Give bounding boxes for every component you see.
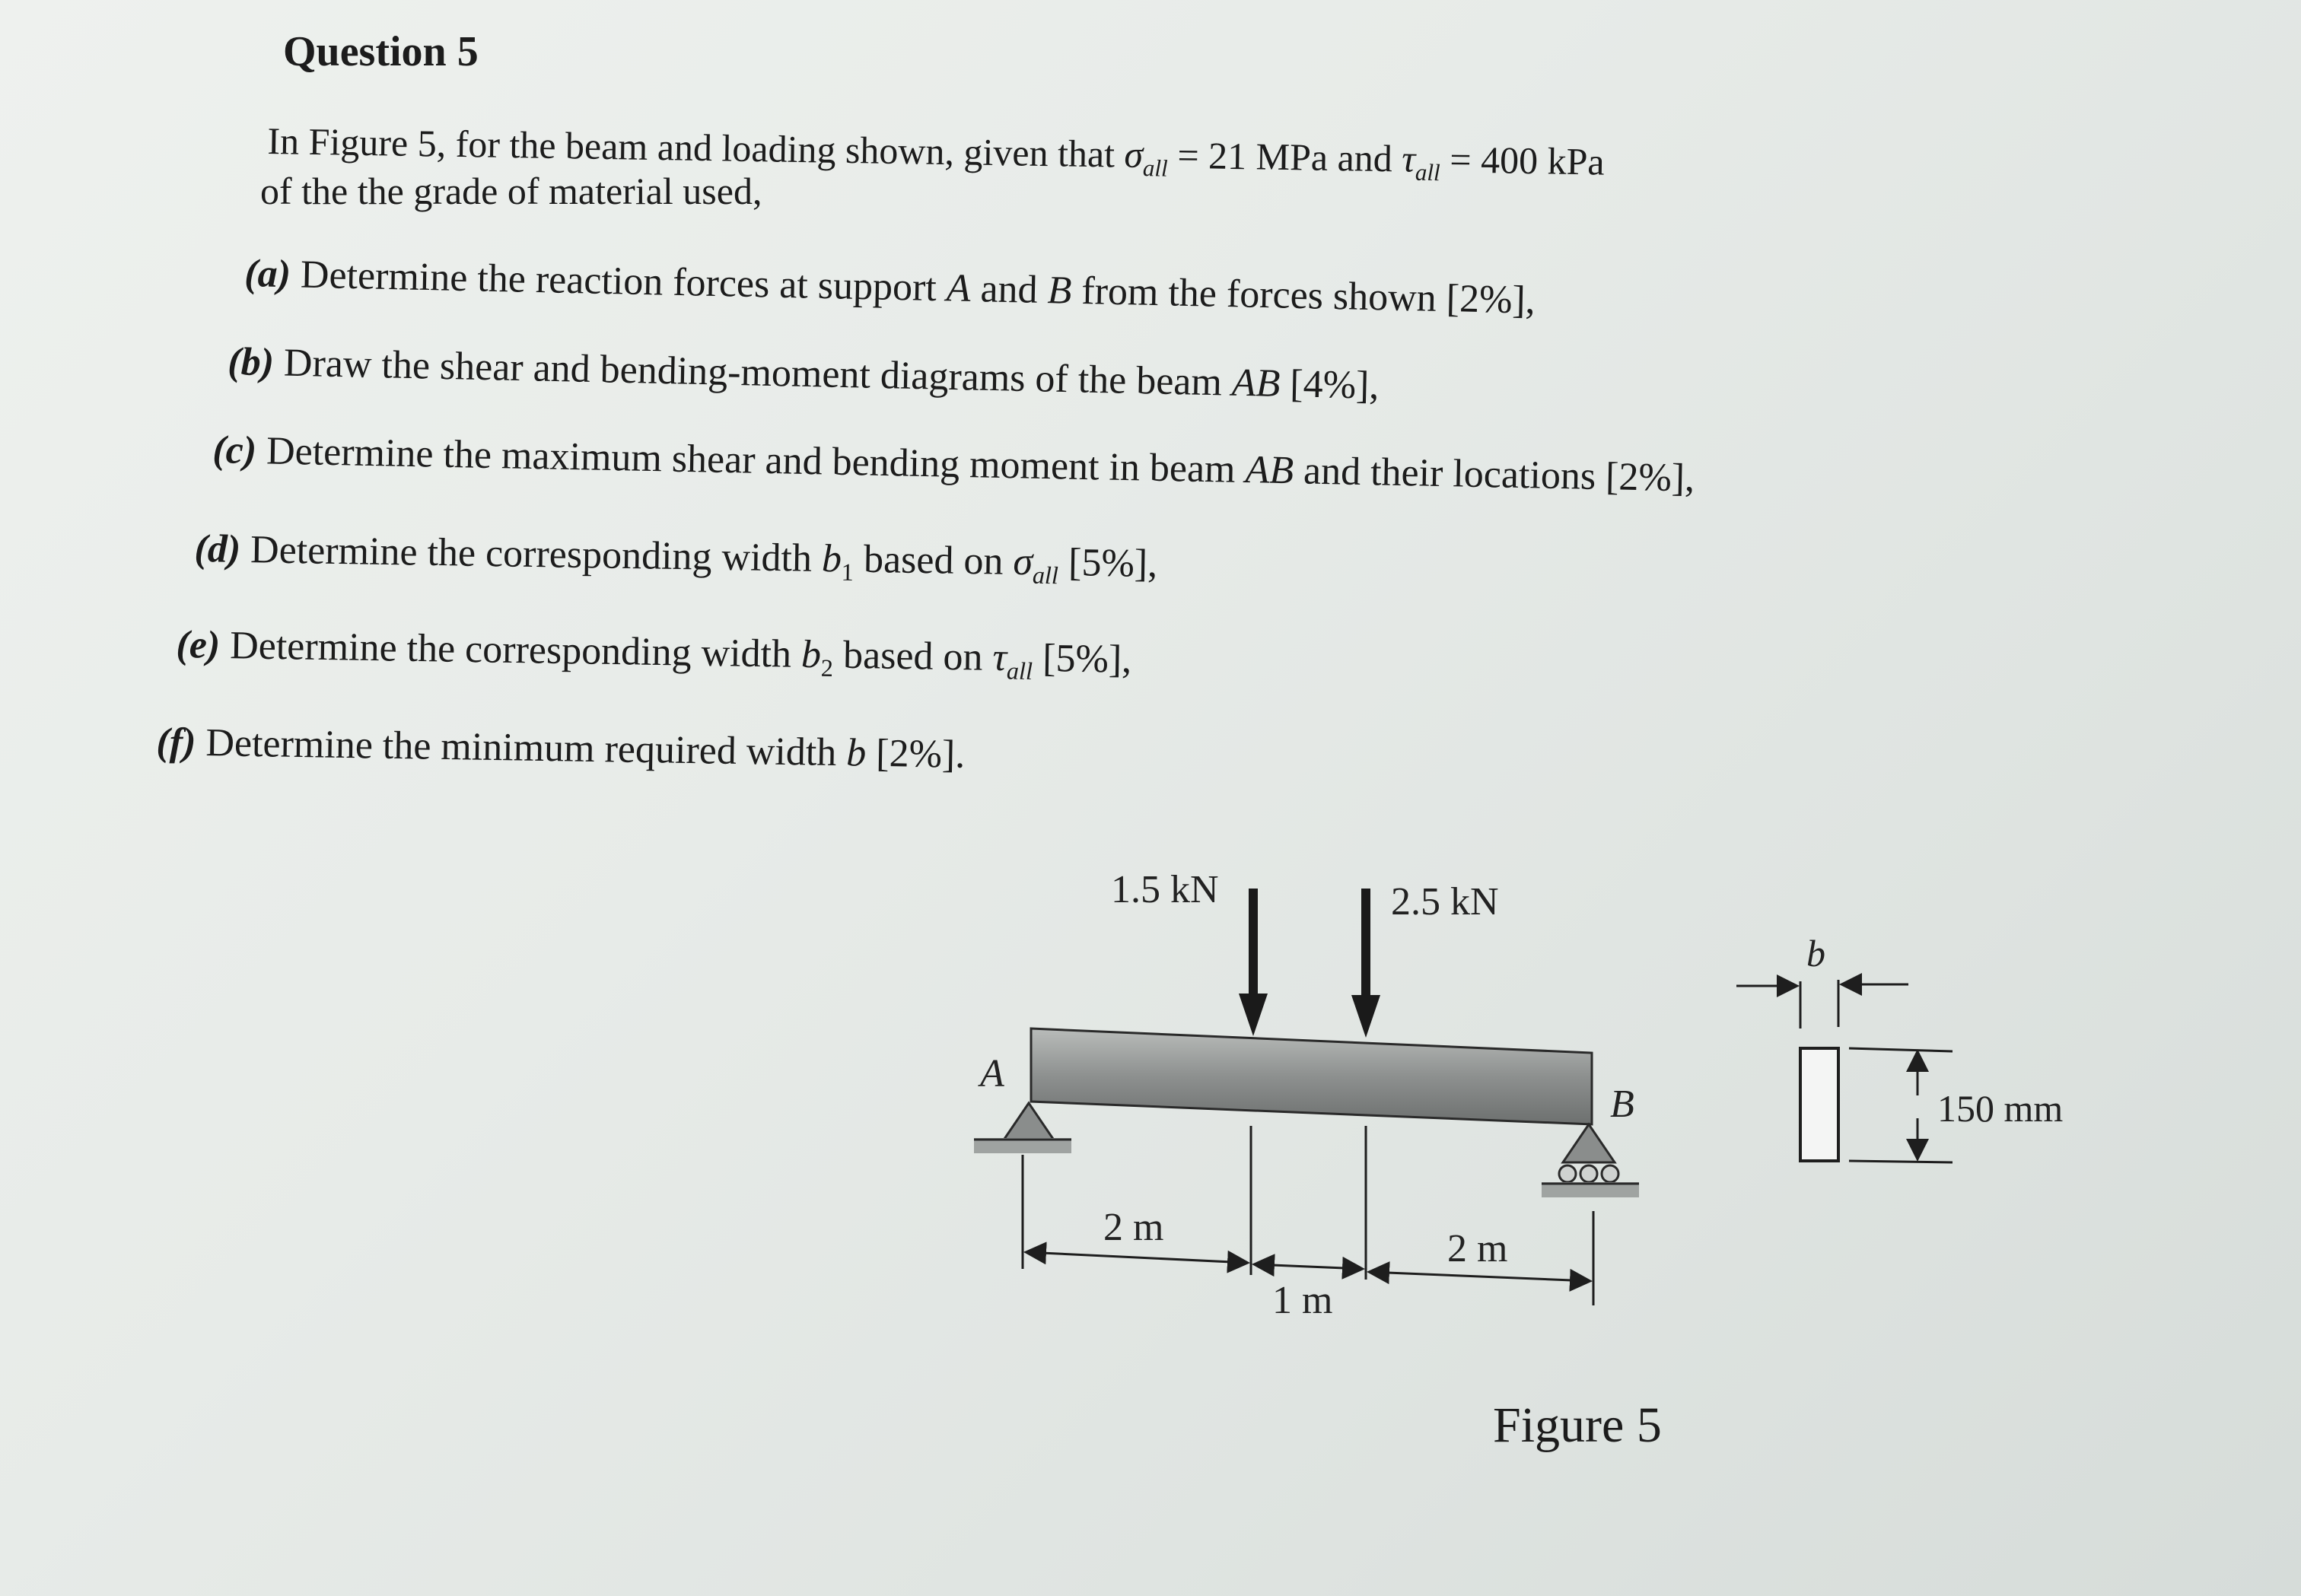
load-2-label: 2.5 kN (1391, 880, 1499, 924)
dim-1-label: 2 m (1103, 1206, 1164, 1249)
load-arrow-2 (1351, 889, 1380, 1038)
cross-section (1736, 980, 1953, 1162)
dim-3-label: 2 m (1447, 1227, 1508, 1270)
support-b-label: B (1610, 1083, 1634, 1126)
beam (1031, 1028, 1592, 1124)
support-a (974, 1103, 1071, 1153)
sigma-value: = 21 MPa and (1177, 133, 1393, 180)
support-a-label: A (980, 1052, 1004, 1095)
item-d: (d) Determine the corresponding width $b_1$ based on $\sigma_{all}$ [5%], (194, 526, 1158, 590)
item-b: (b) Draw the shear and bending-moment diagrams of the beam AB [4%], (227, 339, 1380, 408)
intro-line-2: of the the grade of material used, (260, 170, 762, 212)
height-label: 150 mm (1937, 1087, 2064, 1130)
load-1-label: 1.5 kN (1111, 868, 1219, 911)
item-c: (c) Determine the maximum shear and bending moment in beam AB and their locations [2%], (212, 428, 1695, 501)
figure-caption: Figure 5 (1493, 1397, 1662, 1453)
sigma-all-symbol: $\sigma_{all}$ (1124, 132, 1168, 182)
tau-all-symbol: $\tau_{all}$ (1401, 137, 1440, 186)
intro-prefix: In Figure 5, for the beam and loading shown, given that (267, 119, 1115, 176)
support-b (1542, 1124, 1639, 1197)
question-title: Question 5 (283, 28, 479, 75)
width-b-label: b (1806, 932, 1825, 974)
load-arrow-1 (1239, 889, 1268, 1036)
item-a: (a) Determine the reaction forces at support A and B from the forces shown [2%], (243, 251, 1536, 323)
item-f: (f) Determine the minimum required width b [2%]. (156, 720, 966, 777)
dim-2-label: 1 m (1272, 1279, 1333, 1322)
item-e: (e) Determine the corresponding width $b_2$ based on $\tau_{all}$ [5%], (176, 622, 1132, 685)
tau-value: = 400 kPa (1449, 138, 1606, 183)
